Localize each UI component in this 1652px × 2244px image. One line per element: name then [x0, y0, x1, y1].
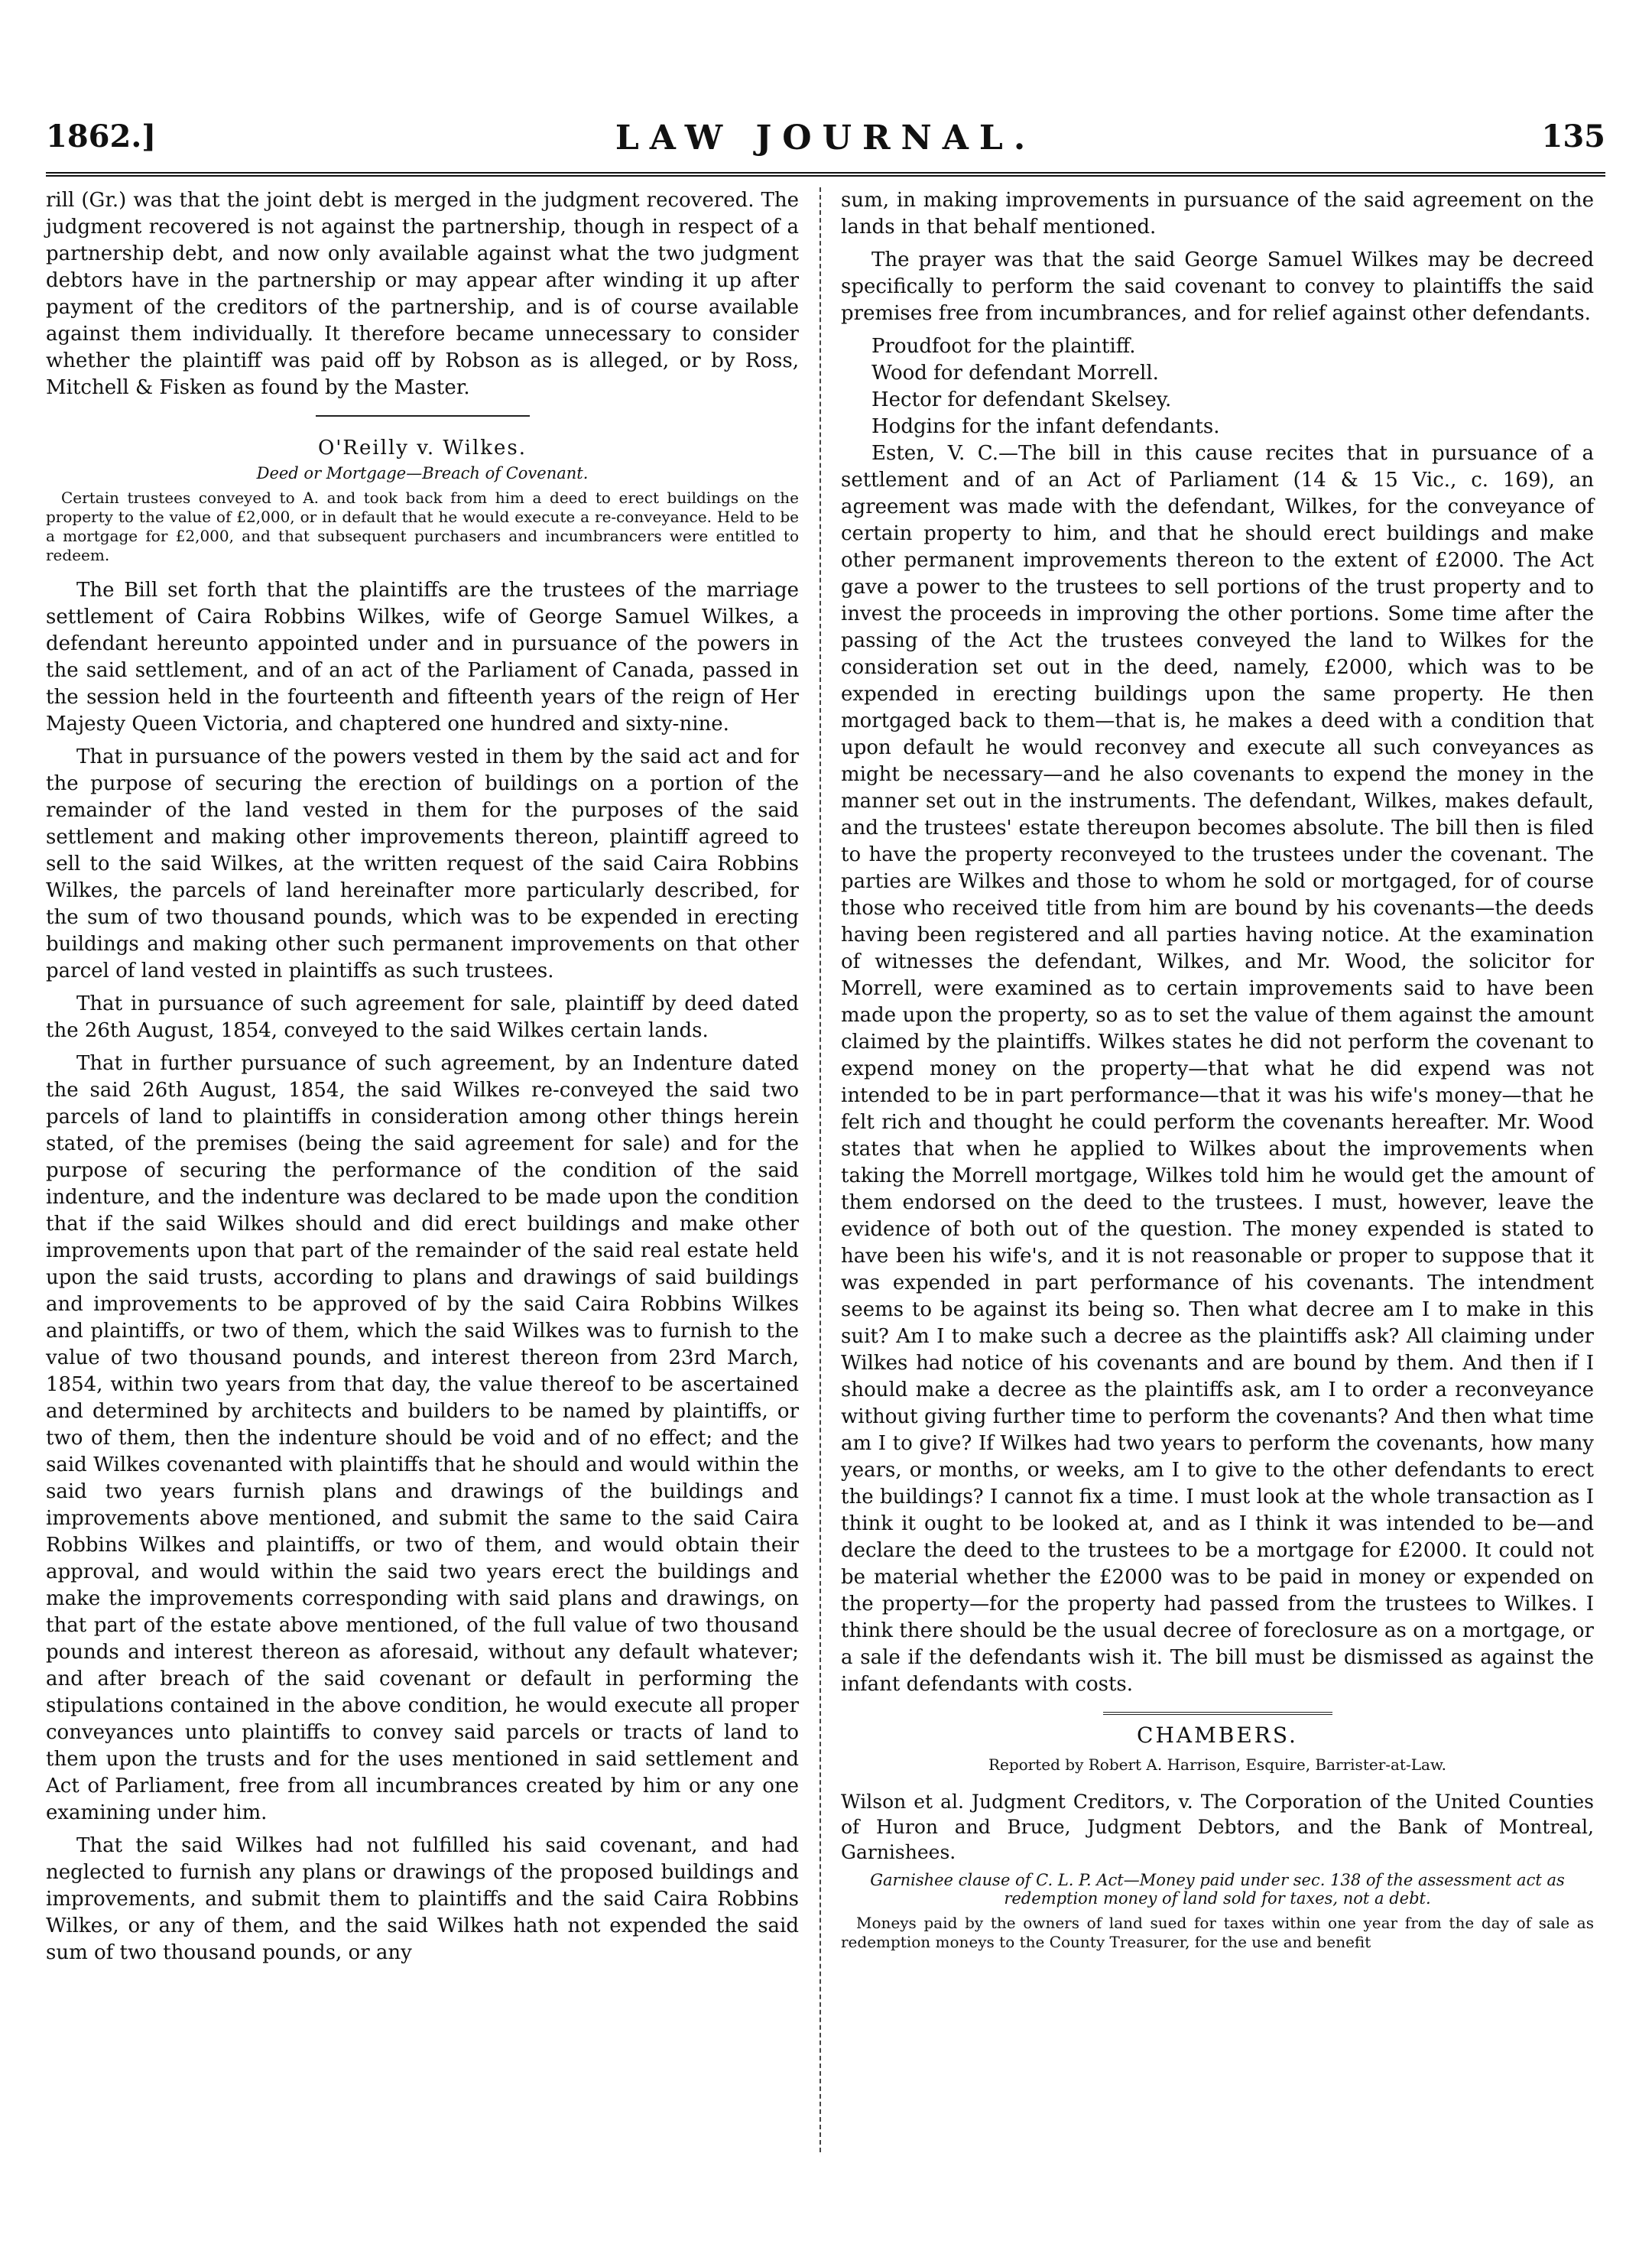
counsel-line: Hector for defendant Skelsey.	[871, 388, 1172, 411]
header-year: 1862.]	[46, 119, 157, 154]
right-column	[841, 187, 1594, 1964]
paragraph: That in further pursuance of such agreement, by an Indenture dated the said 26th August, 1854, the said Wilkes re-conveyed the said two parcels of land to plaintiffs in consideration among other things herein stated, of the premises (being the said agreement for sale) and for the purpose of securing the performance of the condition of the said indenture, and the indenture was declared to be made upon the condition that if the said Wilkes should and did erect buildings and make other improvements upon that part of the remainder of the said real estate held upon the said trusts, according to plans and drawings of said buildings and improvements to be approved of by the said Caira Robbins Wilkes and plaintiffs, or two of them, which the said Wilkes was to furnish to the value of two thousand pounds, and interest thereon from 23rd March, 1854, within two years from that day, the value thereof to be ascertained and determined by architects and builders to be named by plaintiffs, or two of them, then the indenture should be void and of no effect; and the said Wilkes covenanted with plaintiffs that he should and would within the said two years furnish plans and drawings of the buildings and improvements above mentioned, and submit the same to the said Caira Robbins Wilkes and plaintiffs, or two of them, and would obtain their approval, and would within the said two years erect the buildings and make the improvements corresponding with said plans and drawings, on that part of the estate above mentioned, of the full value of two thousand pounds and interest thereon as aforesaid, without any default whatever; and after breach of the said covenant or default in performing the stipulations contained in the above condition, he would execute all proper conveyances unto plaintiffs to convey said parcels or tracts of land to them upon the trusts and for the uses mentioned in said settlement and Act of Parliament, free from all incumbrances created by him or any one examining under him.	[46, 1052, 799, 1824]
counsel-line: Hodgins for the infant defendants.	[871, 415, 1220, 438]
judgment-paragraph: Esten, V. C.—The bill in this cause recites that in pursuance of a settlement and of an Act of Parliament (14 & 15 Vic., c. 169), an agreement was made with the defendant, Wilkes, for the conveyance of certain property to him, and that he should erect buildings and make other permanent improvements thereon to the extent of £2000. The Act gave a power to the trustees to sell portions of the trust property and to invest the proceeds in improving the other portions. Some time after the passing of the Act the trustees conveyed the land to Wilkes for the consideration set out in the deed, namely, £2000, which was to be expended in erecting buildings upon the same property. He then mortgaged back to them—that is, he makes a deed with a condition that upon default he would reconvey and execute all such conveyances as might be necessary—and he also covenants to expend the money in the manner set out in the instruments. The defendant, Wilkes, makes default, and the trustees' estate thereupon becomes absolute. The bill then is filed to have the property reconveyed to the trustees under the covenant. The parties are Wilkes and those to whom he sold or mortgaged, for of course those who received title from him are bound by his covenants—the deeds having been registered and all parties having notice. At the examination of witnesses the defendant, Wilkes, and Mr. Wood, the solicitor for Morrell, were examined as to certain improvements said to have been made upon the property, so as to set the value of them against the amount claimed by the plaintiffs. Wilkes states he did not perform the covenant to expend money on the property—that what he did expend was not intended to be in part performance—that it was his wife's money—that he felt rich and thought he could perform the covenants hereafter. Mr. Wood states that when he applied to Wilkes about the improvements when taking the Morrell mortgage, Wilkes told him he would get the amount of them endorsed on the deed to the trustees. I must, however, leave the evidence of both out of the question. The money expended is stated to have been his wife's, and it is not reasonable or proper to suppose that it was expended in part performance of his covenants. The intendment seems to be against its being so. Then what decree am I to make in this suit? Am I to make such a decree as the plaintiffs ask? All claiming under Wilkes had notice of his covenants and are bound by them. And then if I should make a decree as the plaintiffs ask, am I to order a reconveyance without giving further time to perform the covenants? And then what time am I to give? If Wilkes had two years to perform the covenants, how many years, or months, or weeks, am I to give to the other defendants to erect the buildings? I cannot fix a time. I must look at the whole transaction as I think it ought to be looked at, and as I think it was intended to be—and declare the deed to the trustees to be a mortgage for £2000. It could not be material whether the £2000 was to be paid in money or expended on the property—for the property had passed from the trustees to Wilkes. I think there should be the usual decree of foreclosure as on a mortgage, or a sale if the defendants wish it. The bill must be dismissed as against the infant defendants with costs.	[841, 442, 1594, 1696]
continued-paragraph: rill (Gr.) was that the joint debt is merged in the judgment recovered. The judgment recovered is not against the partnership, though in respect of a partnership debt, and now only available against what the two judgment debtors have in the partnership or may appear after winding it up after payment of the creditors of the partnership, and is of course available against them individually. It therefore became unnecessary to consider whether the plaintiff was paid off by Robson as is alleged, or by Ross, Mitchell & Fisken as found by the Master.	[46, 189, 799, 399]
left-column	[46, 187, 799, 1973]
continued-paragraph: sum, in making improvements in pursuance of the said agreement on the lands in that behalf mentioned.	[841, 189, 1594, 239]
prayer-paragraph: The prayer was that the said George Samuel Wilkes may be decreed specifically to perform the said covenant to convey to plaintiffs the said premises free from incumbrances, and for relief against other defendants.	[841, 248, 1594, 325]
reporter-line: Reported by Robert A. Harrison, Esquire, Barrister-at-Law.	[988, 1755, 1447, 1774]
running-header	[46, 119, 1605, 177]
case-subtitle: Garnishee clause of C. L. P. Act—Money paid under sec. 138 of the assessment act as redemption money of land sold for taxes, not a debt.	[870, 1871, 1565, 1908]
headnote: Certain trustees conveyed to A. and took back from him a deed to erect buildings on the property to the value of £2,000, or in default that he would execute a re-conveyance. Held to be a mortgage for £2,000, and that subsequent purchasers and incumbrancers were entitled to redeem.	[46, 489, 799, 564]
journal-page	[46, 119, 1605, 1964]
counsel-line: Wood for defendant Morrell.	[871, 362, 1159, 385]
paragraph: That in pursuance of such agreement for sale, plaintiff by deed dated the 26th August, 1854, conveyed to the said Wilkes certain lands.	[46, 992, 799, 1042]
case-subtitle: Deed or Mortgage—Breach of Covenant.	[256, 464, 589, 482]
case-title: O'Reilly v. Wilkes.	[317, 437, 527, 460]
paragraph: That the said Wilkes had not fulfilled his said covenant, and had neglected to furnish any plans or drawings of the proposed buildings and improvements, and submit them to plaintiffs and the said Caira Robbins Wilkes, or any of them, and the said Wilkes hath not expended the said sum of two thousand pounds, or any	[46, 1834, 799, 1964]
section-divider	[1103, 1712, 1332, 1715]
header-title: LAW JOURNAL.	[615, 119, 1037, 158]
section-heading: CHAMBERS.	[1137, 1723, 1298, 1748]
header-page-number: 135	[1541, 119, 1605, 154]
headnote: Moneys paid by the owners of land sued for taxes within one year from the day of sale as redemption moneys to the County Treasurer, for the use and benefit	[841, 1914, 1594, 1951]
column-divider	[820, 187, 821, 2152]
section-divider	[316, 415, 530, 417]
paragraph: That in pursuance of the powers vested in them by the said act and for the purpose of securing the erection of buildings on a portion of the remainder of the land vested in them for the purposes of the said settlement and making other improvements thereon, plaintiff agreed to sell to the said Wilkes, at the written request of the said Caira Robbins Wilkes, the parcels of land hereinafter more particularly described, for the sum of two thousand pounds, which was to be expended in erecting buildings and making other such permanent improvements on that other parcel of land vested in plaintiffs as such trustees.	[46, 745, 799, 982]
case-title: Wilson et al. Judgment Creditors, v. The Corporation of the United Counties of Huron and Bruce, Judgment Debtors, and the Bank of Montreal, Garnishees.	[841, 1791, 1594, 1863]
counsel-line: Proudfoot for the plaintiff.	[871, 335, 1136, 358]
paragraph: The Bill set forth that the plaintiffs are the trustees of the marriage settlement of Caira Robbins Wilkes, wife of George Samuel Wilkes, a defendant hereunto appointed under and in pursuance of the powers in the said settlement, and of an act of the Parliament of Canada, passed in the session held in the fourteenth and fifteenth years of the reign of Her Majesty Queen Victoria, and chaptered one hundred and sixty-nine.	[46, 579, 799, 736]
